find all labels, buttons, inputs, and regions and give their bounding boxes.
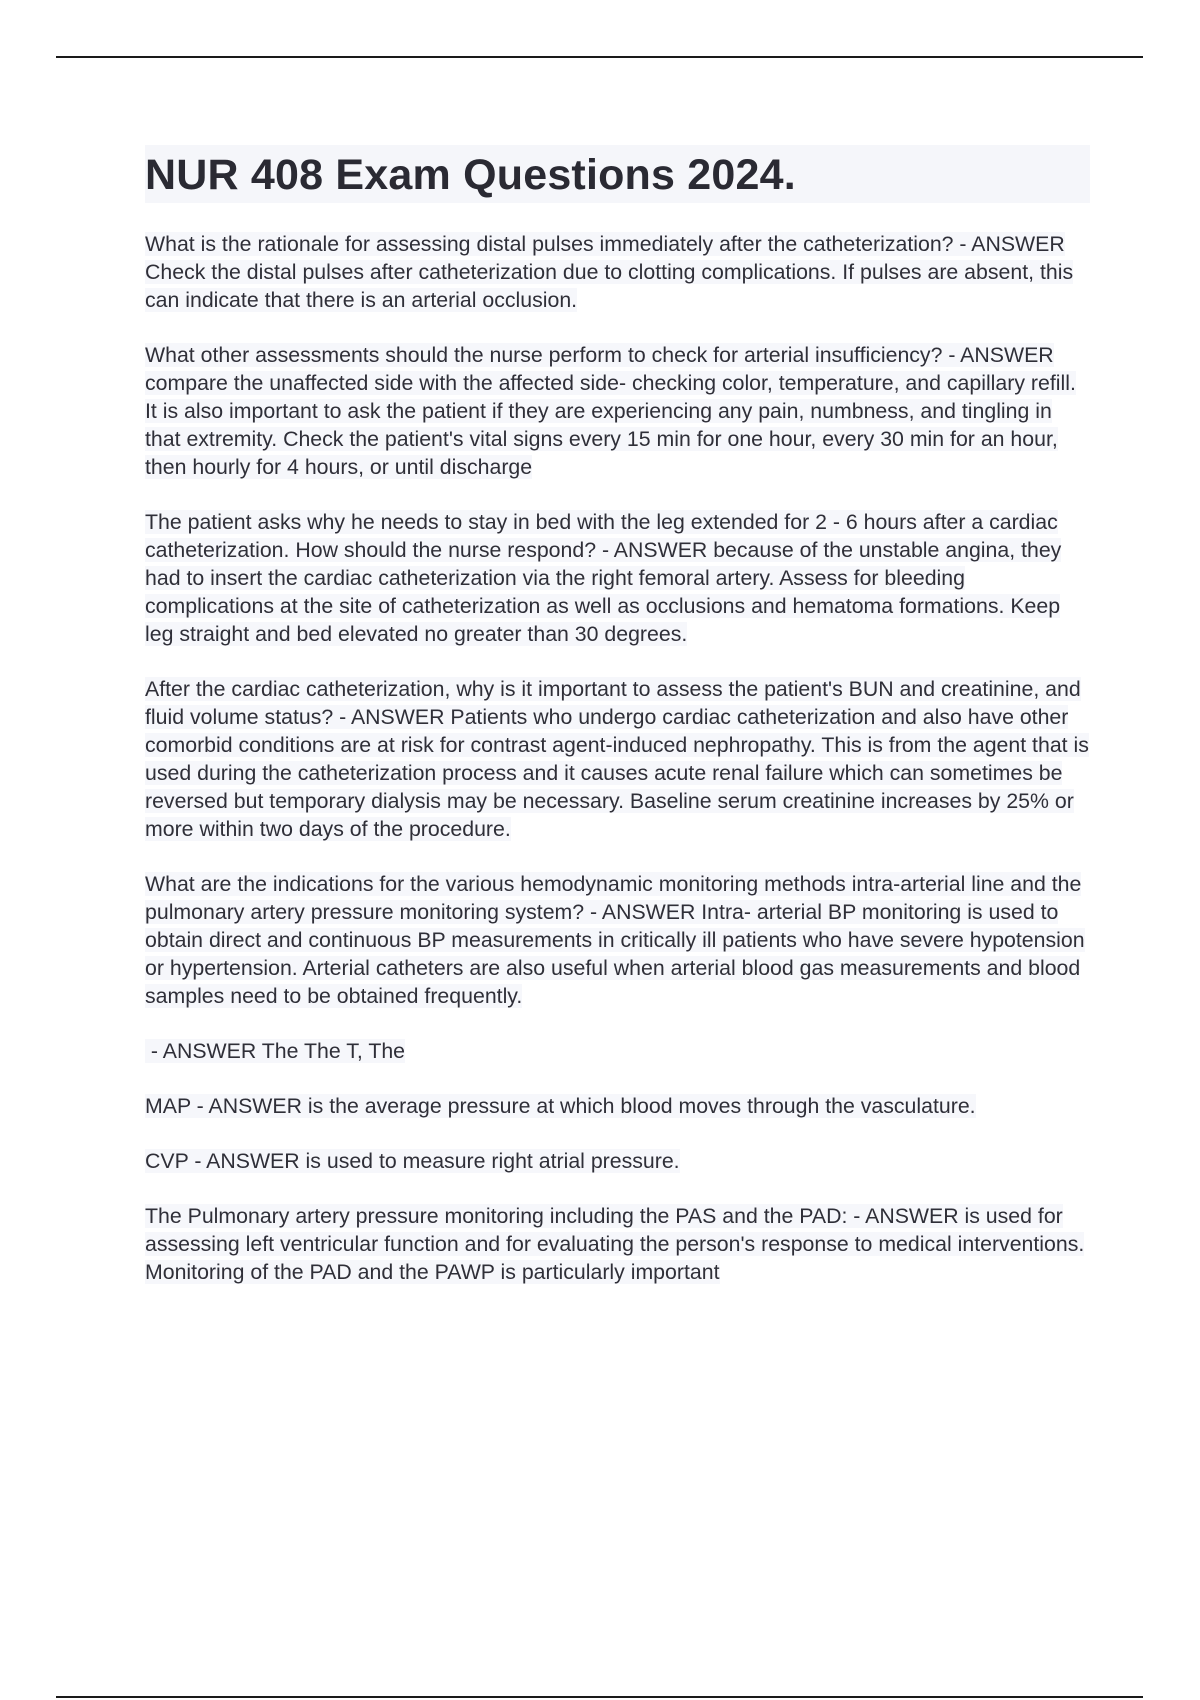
document-body: [145, 145, 1090, 1313]
bottom-rule: [56, 1696, 1143, 1698]
qa-list: [145, 230, 1090, 1286]
qa-entry-text: What are the indications for the various hemodynamic monitoring methods intra-arterial line and the pulmonary artery pressure monitoring system? - ANSWER Intra- arterial BP monitoring is used to obtain direct and continuous BP measurements in critically ill patients who have severe hypotension or hypertension. Arterial catheters are also useful when arterial blood gas measurements and blood samples need to be obtained frequently.: [145, 872, 1085, 1008]
qa-entry-2: [145, 341, 1090, 481]
qa-entry-3: [145, 508, 1090, 648]
qa-entry-text: What other assessments should the nurse perform to check for arterial insufficiency? - ANSWER compare the unaffected side with the affected side- checking color, temperature, and capillary refill. It is also important to ask the patient if they are experiencing any pain, numbness, and tingling in that extremity. Check the patient's vital signs every 15 min for one hour, every 30 min for an hour, then hourly for 4 hours, or until discharge: [145, 343, 1076, 479]
qa-entry-8: [145, 1147, 1090, 1175]
qa-entry-4: [145, 675, 1090, 843]
qa-entry-9: [145, 1202, 1090, 1286]
qa-entry-text: - ANSWER The The T, The: [145, 1039, 406, 1063]
qa-entry-1: [145, 230, 1090, 314]
top-rule: [56, 56, 1143, 58]
qa-entry-5: [145, 870, 1090, 1010]
qa-entry-7: [145, 1092, 1090, 1120]
qa-entry-6: [145, 1037, 1090, 1065]
qa-entry-text: CVP - ANSWER is used to measure right atrial pressure.: [145, 1149, 680, 1173]
qa-entry-text: MAP - ANSWER is the average pressure at which blood moves through the vasculature.: [145, 1094, 976, 1118]
qa-entry-text: The patient asks why he needs to stay in bed with the leg extended for 2 - 6 hours after a cardiac catheterization. How should the nurse respond? - ANSWER because of the unstable angina, they had to insert the cardiac catheterization via the right femoral artery. Assess for bleeding complications at the site of catheterization as well as occlusions and hematoma formations. Keep leg straight and bed elevated no greater than 30 degrees.: [145, 510, 1062, 646]
qa-entry-text: What is the rationale for assessing distal pulses immediately after the catheterization? - ANSWER Check the distal pulses after catheterization due to clotting complications. If pulses are absent, this can indicate that there is an arterial occlusion.: [145, 232, 1074, 312]
document-title: NUR 408 Exam Questions 2024.: [145, 145, 1090, 203]
qa-entry-text: After the cardiac catheterization, why is it important to assess the patient's BUN and creatinine, and fluid volume status? - ANSWER Patients who undergo cardiac catheterization and also have other comorbid conditions are at risk for contrast agent-induced nephropathy. This is from the agent that is used during the catheterization process and it causes acute renal failure which can sometimes be reversed but temporary dialysis may be necessary. Baseline serum creatinine increases by 25% or more within two days of the procedure.: [145, 677, 1089, 841]
qa-entry-text: The Pulmonary artery pressure monitoring including the PAS and the PAD: - ANSWER is used for assessing left ventricular function and for evaluating the person's response to medical interventions. Monitoring of the PAD and the PAWP is particularly important: [145, 1204, 1085, 1284]
